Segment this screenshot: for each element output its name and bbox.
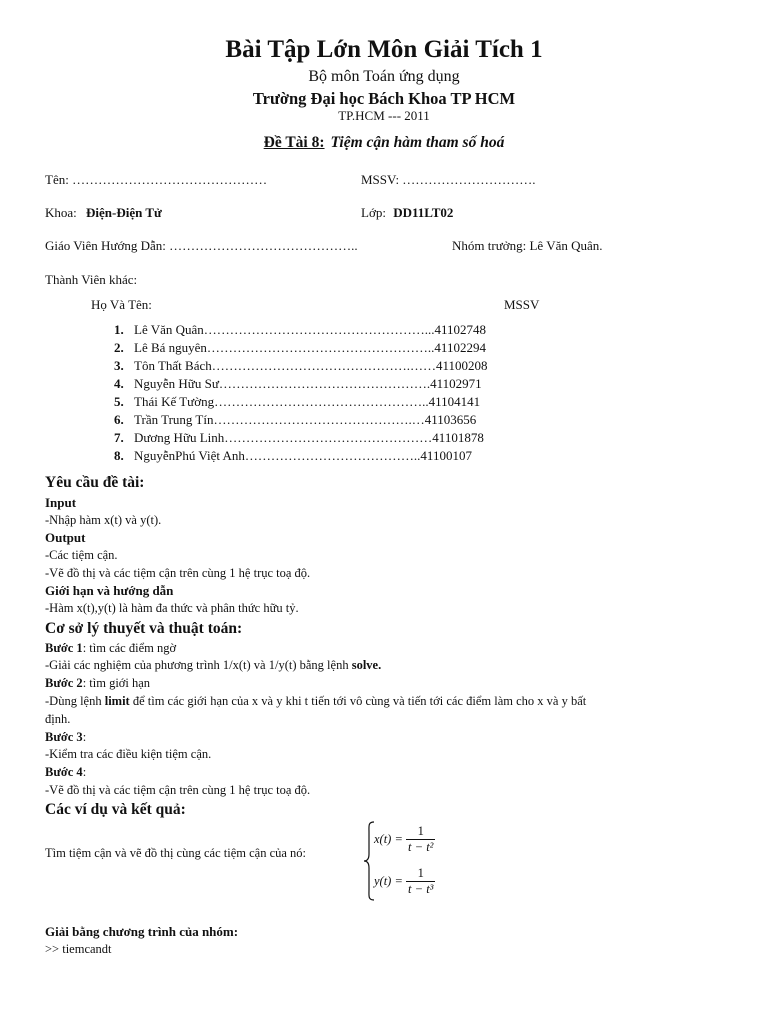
member-text: Lê Văn Quân……………………………………………...41102748 xyxy=(134,322,487,337)
eq-x-denominator: t − t² xyxy=(408,840,434,854)
limit-label: Giới hạn và hướng dẫn xyxy=(45,583,174,598)
step4-label: Bước 4 xyxy=(45,765,83,779)
step2-rest: : tìm giới hạn xyxy=(82,676,151,690)
step4-title xyxy=(45,765,86,780)
input-label: Input xyxy=(45,495,77,510)
member-text: Thái Kế Tường…………………………………………..41104141 xyxy=(134,394,481,409)
member-text: Trần Trung Tín……………………………………….…41103656 xyxy=(134,412,477,427)
city-year-line: TP.HCM --- 2011 xyxy=(338,108,430,123)
output-text-1: -Các tiệm cận. xyxy=(45,548,118,562)
member-row xyxy=(114,412,476,428)
member-no: 8. xyxy=(114,448,124,463)
topic-line xyxy=(0,134,768,152)
eq-x-fraction xyxy=(406,824,435,855)
member-row xyxy=(114,448,472,464)
step1-rest: : tìm các điểm ngờ xyxy=(82,641,177,655)
step2-text-a: -Dùng lệnh xyxy=(45,694,105,708)
member-row xyxy=(114,376,482,392)
name-field: Tên: ……………………………………… xyxy=(45,172,268,187)
eq-y-denominator: t − t³ xyxy=(408,882,434,896)
eq-x-numerator: 1 xyxy=(406,824,435,840)
eq-y-numerator: 1 xyxy=(406,866,435,882)
step4-rest: : xyxy=(82,765,87,779)
member-no: 2. xyxy=(114,340,124,355)
requirements-heading: Yêu cầu đề tài: xyxy=(45,474,145,491)
solve-label: Giải bằng chương trình của nhóm: xyxy=(45,924,239,939)
khoa-label: Khoa: xyxy=(45,205,77,220)
member-text: Lê Bá nguyên……………………………………………..41102294 xyxy=(134,340,486,355)
member-row xyxy=(114,322,486,338)
khoa-value: Điện-Điện Tử xyxy=(86,205,162,220)
topic-label: Đề Tài 8: xyxy=(263,134,325,151)
khoa-field xyxy=(45,205,162,221)
topic-title: Tiệm cận hàm tham số hoá xyxy=(330,134,505,151)
input-text: -Nhập hàm x(t) và y(t). xyxy=(45,513,162,527)
step2-text-c: để tìm các giới hạn của x và y khi t tiến tới vô cùng và tiến tới các điểm làm cho x và y bất xyxy=(129,694,587,708)
output-label: Output xyxy=(45,530,86,545)
equation-y xyxy=(374,866,435,897)
lop-field xyxy=(361,205,453,221)
eq-y-fraction xyxy=(406,866,435,897)
step2-label: Bước 2 xyxy=(45,676,83,690)
step4-text: -Vẽ đồ thị và các tiệm cận trên cùng 1 hệ trục toạ độ. xyxy=(45,783,311,797)
step2-title xyxy=(45,676,150,691)
members-col-mssv: MSSV xyxy=(504,297,540,312)
eq-x-lhs: x(t) = xyxy=(374,832,403,846)
member-text: Dương Hữu Linh…………………………………………41101878 xyxy=(134,430,484,445)
step2-text xyxy=(45,694,586,709)
limit-keyword: limit xyxy=(104,694,130,708)
member-no: 1. xyxy=(114,322,124,337)
advisor-field: Giáo Viên Hướng Dẫn: …………………………………….. xyxy=(45,238,358,253)
lop-label: Lớp: xyxy=(361,205,386,220)
member-text: Tôn Thất Bách……………………………………….……41100208 xyxy=(134,358,488,373)
examples-heading: Các ví dụ và kết quả: xyxy=(45,801,186,818)
leader-field: Nhóm trưởng: Lê Văn Quân. xyxy=(452,238,603,253)
member-row xyxy=(114,430,484,446)
member-no: 3. xyxy=(114,358,124,373)
step3-title xyxy=(45,730,86,745)
member-text: Nguyễn Hữu Sư………………………………………….41102971 xyxy=(134,376,482,391)
output-text-2: -Vẽ đồ thị và các tiệm cận trên cùng 1 hệ trục toạ độ. xyxy=(45,566,311,580)
eq-y-lhs: y(t) = xyxy=(374,874,403,888)
step3-text: -Kiểm tra các điều kiện tiệm cận. xyxy=(45,747,212,761)
solve-keyword: solve. xyxy=(351,658,382,672)
department-line: Bộ môn Toán ứng dụng xyxy=(308,68,460,85)
member-row xyxy=(114,394,480,410)
step3-label: Bước 3 xyxy=(45,730,83,744)
step1-title xyxy=(45,641,176,656)
step2-text-cont: định. xyxy=(45,712,71,726)
limit-text: -Hàm x(t),y(t) là hàm đa thức và phân thức hữu tỷ. xyxy=(45,601,299,615)
member-no: 7. xyxy=(114,430,124,445)
command-line: >> tiemcandt xyxy=(45,942,112,956)
example-prompt: Tìm tiệm cận và vẽ đồ thị cùng các tiệm cận của nó: xyxy=(45,846,307,860)
member-row xyxy=(114,358,488,374)
member-text: NguyễnPhú Việt Anh…………………………………..41100107 xyxy=(134,448,472,463)
step1-text-a: -Giải các nghiệm của phương trình 1/x(t) và 1/y(t) bằng lệnh xyxy=(45,658,352,672)
step1-text xyxy=(45,658,381,673)
lop-value: DD11LT02 xyxy=(393,205,454,220)
member-no: 4. xyxy=(114,376,124,391)
member-no: 6. xyxy=(114,412,124,427)
member-no: 5. xyxy=(114,394,124,409)
equation-x xyxy=(374,824,435,855)
document-title: Bài Tập Lớn Môn Giải Tích 1 xyxy=(225,36,543,63)
step1-label: Bước 1 xyxy=(45,641,83,655)
members-heading: Thành Viên khác: xyxy=(45,272,138,287)
member-row xyxy=(114,340,486,356)
step3-rest: : xyxy=(82,730,87,744)
members-col-name: Họ Và Tên: xyxy=(91,297,152,312)
mssv-field: MSSV: …………………………. xyxy=(361,172,536,187)
university-line: Trường Đại học Bách Khoa TP HCM xyxy=(252,89,516,108)
theory-heading: Cơ sở lý thuyết và thuật toán: xyxy=(45,620,243,637)
